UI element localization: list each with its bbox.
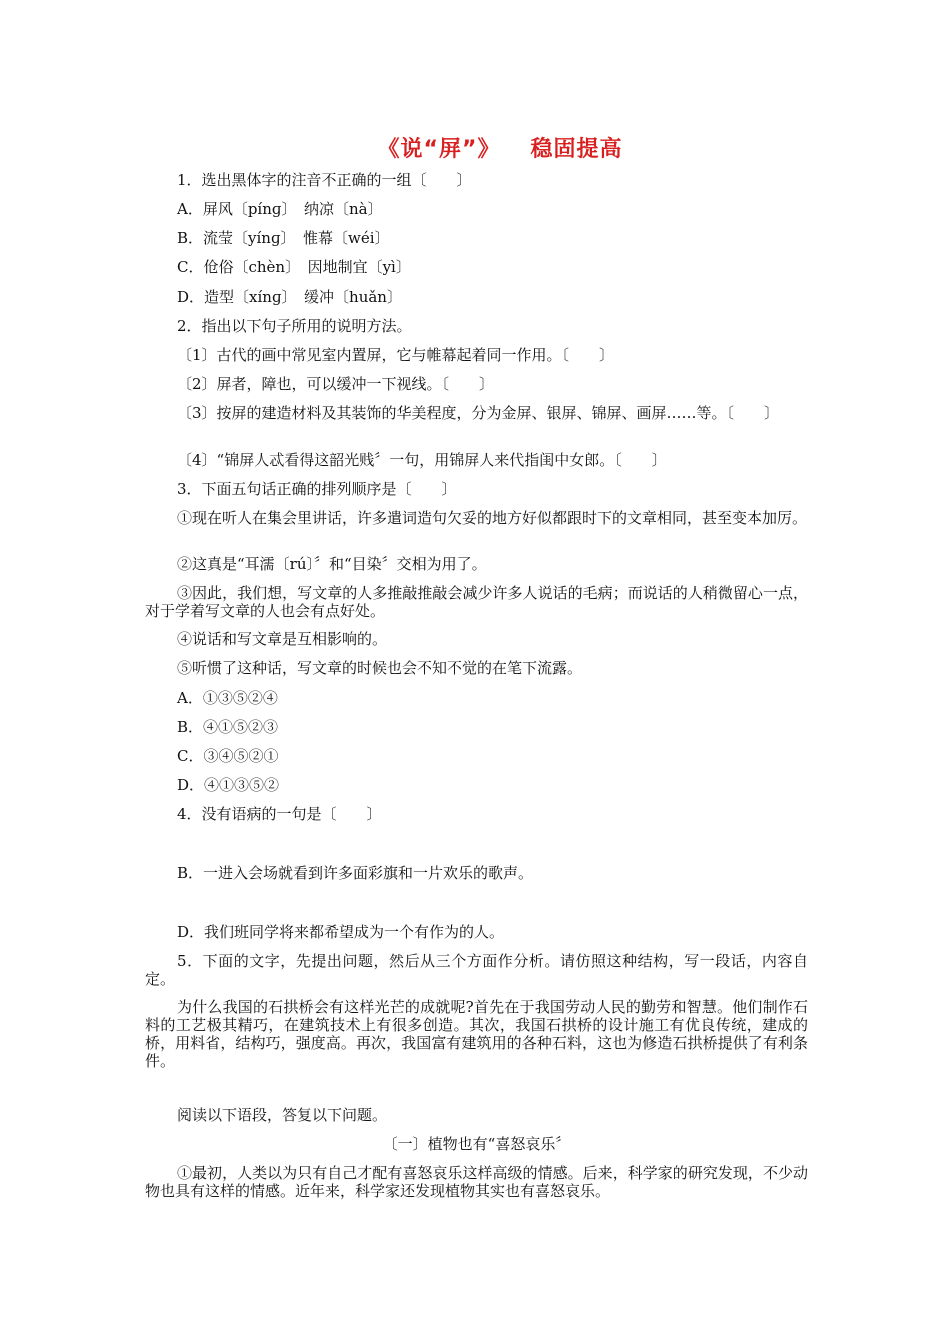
- q2-item-4: 〔4〕“锦屏人忒看得这韶光贱〞一句，用锦屏人来代指闺中女郎。〔 〕: [177, 451, 667, 469]
- q1-stem: 1．选出黑体字的注音不正确的一组〔 〕: [177, 171, 472, 189]
- q1-option-a: A．屏风〔pínɡ〕 纳凉〔nà〕: [177, 200, 383, 218]
- q2-item-2: 〔2〕屏者，障也，可以缓冲一下视线。〔 〕: [177, 375, 495, 393]
- q2-item-3: 〔3〕按屏的建造材料及其装饰的华美程度，分为金屏、银屏、锦屏、画屏……等。〔 〕: [177, 404, 780, 422]
- page-title: [0, 132, 950, 163]
- q3-option-d: D．④①③⑤②: [177, 776, 280, 794]
- q2-item-1: 〔1〕古代的画中常见室内置屏，它与帷幕起着同一作用。〔 〕: [177, 346, 615, 364]
- title-main: 《说“屏”》: [377, 137, 501, 162]
- q5-passage: 为什么我国的石拱桥会有这样光芒的成就呢?首先在于我国劳动人民的勤劳和智慧。他们制作石料的工艺极其精巧，在建筑技术上有很多创造。其次，我国石拱桥的设计施工有优良传统，建成的桥，用料省，结构巧，强度高。再次，我国富有建筑用的各种石料，这也为修造石拱桥提供了有利条件。: [145, 998, 808, 1070]
- q3-sentence-1: ①现在听人在集会里讲话，许多遣词造句欠妥的地方好似都跟时下的文章相同，甚至变本加厉。: [177, 509, 808, 527]
- q1-option-d: D．造型〔xínɡ〕 缓冲〔huǎn〕: [177, 288, 402, 306]
- q3-sentence-3: ③因此，我们想，写文章的人多推敲推敲会减少许多人说话的毛病；而说话的人稍微留心一点，对于学着写文章的人也会有点好处。: [145, 584, 808, 620]
- reading-section-title: 〔一〕植物也有“喜怒哀乐〞: [382, 1135, 571, 1153]
- q3-sentence-5: ⑤听惯了这种话，写文章的时候也会不知不觉的在笔下流露。: [177, 659, 583, 677]
- q3-stem: 3．下面五句话正确的排列顺序是〔 〕: [177, 480, 457, 498]
- q3-sentence-2: ②这真是“耳濡〔rú〕〞和“目染〞交相为用了。: [177, 555, 487, 573]
- reading-intro: 阅读以下语段，答复以下问题。: [177, 1106, 388, 1124]
- q4-option-d: D．我们班同学将来都希望成为一个有作为的人。: [177, 923, 505, 941]
- reading-paragraph-1: ①最初，人类以为只有自己才配有喜怒哀乐这样高级的情感。后来，科学家的研究发现，不少动物也具有这样的情感。近年来，科学家还发现植物其实也有喜怒哀乐。: [145, 1164, 808, 1200]
- q4-stem: 4．没有语病的一句是〔 〕: [177, 805, 382, 823]
- q4-option-b: B．一进入会场就看到许多面彩旗和一片欢乐的歌声。: [177, 864, 534, 882]
- q2-stem: 2．指出以下句子所用的说明方法。: [177, 317, 412, 335]
- q3-option-a: A．①③⑤②④: [177, 689, 278, 707]
- q3-sentence-4: ④说话和写文章是互相影响的。: [177, 630, 388, 648]
- q3-option-b: B．④①⑤②③: [177, 718, 279, 736]
- q1-option-b: B．流莹〔yínɡ〕 惟幕〔wéi〕: [177, 229, 390, 247]
- q3-option-c: C．③④⑤②①: [177, 747, 279, 765]
- q1-option-c: C．伧俗〔chèn〕 因地制宜〔yì〕: [177, 258, 411, 276]
- title-sub: 稳固提高: [530, 137, 623, 162]
- q5-stem: 5．下面的文字，先提出问题，然后从三个方面作分析。请仿照这种结构，写一段话，内容自定。: [145, 952, 808, 988]
